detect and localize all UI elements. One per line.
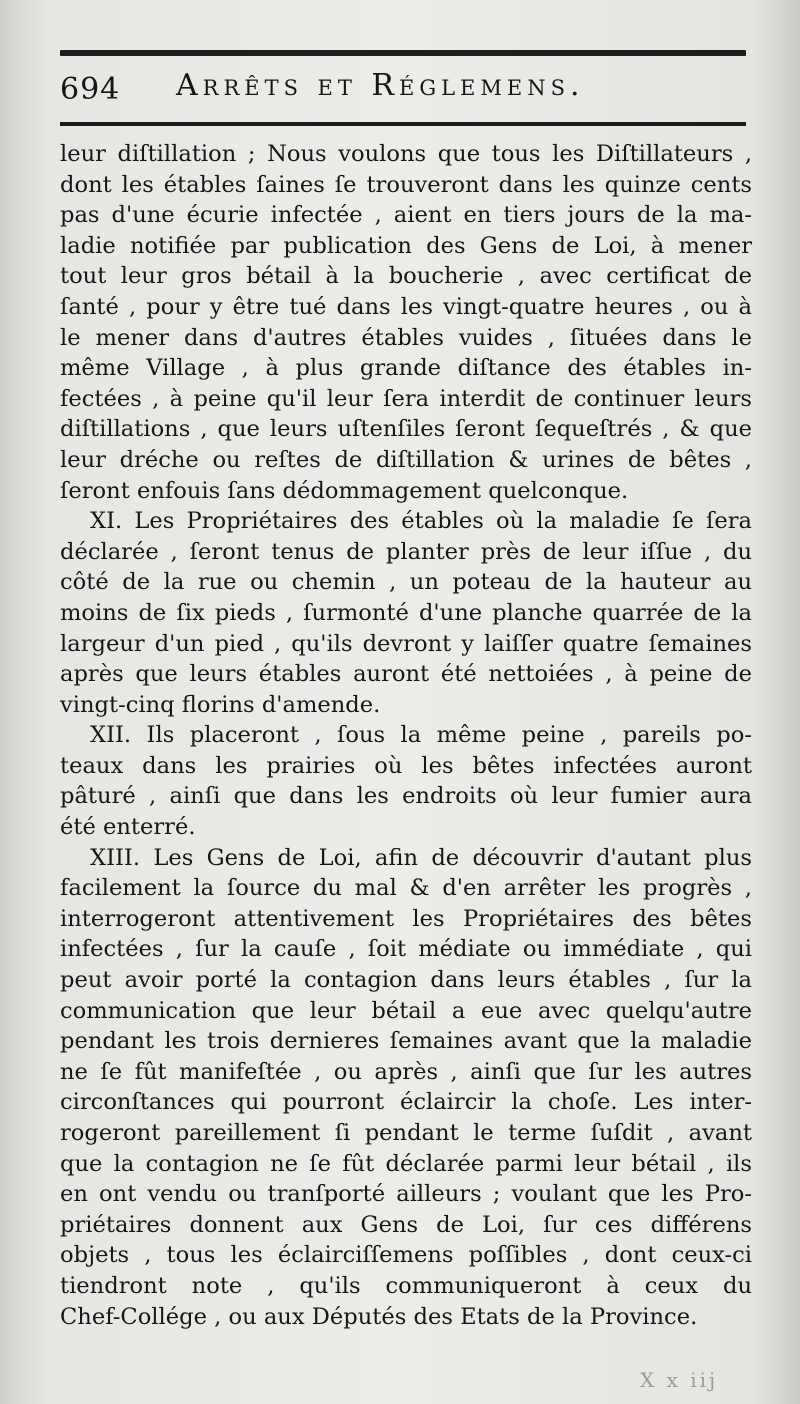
text-line: peut avoir porté la contagion dans leurs étables , ſur la: [60, 967, 752, 994]
text-line: XII. Ils placeront , ſous la même peine , pareils po-: [90, 722, 752, 749]
text-line: leur dréche ou reſtes de diſtillation & urines de bêtes ,: [60, 446, 752, 473]
text-line: XI. Les Propriétaires des étables où la maladie ſe ſera: [90, 508, 752, 535]
running-header: [60, 68, 746, 112]
header-bottom-rule: [60, 122, 746, 126]
text-line: infectées , ſur la cauſe , ſoit médiate ou immédiate , qui: [60, 936, 752, 963]
text-line: circonſtances qui pourront éclaircir la choſe. Les inter-: [60, 1089, 752, 1116]
text-line: objets , tous les éclairciſſemens poſſibles , dont ceux-ci: [60, 1242, 752, 1269]
text-line: pâturé , ainſi que dans les endroits où leur fumier aura: [60, 783, 752, 810]
text-line: diſtillations , que leurs uſtenſiles ſeront ſequeſtrés , & que: [60, 416, 752, 443]
text-line: pas d'une écurie infectée , aient en tiers jours de la ma-: [60, 202, 752, 229]
text-line: déclarée , ſeront tenus de planter près de leur iſſue , du: [60, 538, 752, 565]
text-line: le mener dans d'autres étables vuides , ſituées dans le: [60, 324, 752, 351]
text-line: communication que leur bétail a eue avec quelqu'autre: [60, 997, 752, 1024]
text-line: dont les étables ſaines ſe trouveront dans les quinze cents: [60, 171, 752, 198]
page-number: 694: [60, 72, 121, 107]
text-line: en ont vendu ou tranſporté ailleurs ; voulant que les Pro-: [60, 1181, 752, 1208]
body-text: [60, 139, 752, 1332]
text-line: côté de la rue ou chemin , un poteau de la hauteur au: [60, 569, 752, 596]
text-line: largeur d'un pied , qu'ils devront y laiſſer quatre ſemaines: [60, 630, 752, 657]
text-line: rogeront pareillement ſi pendant le terme ſuſdit , avant: [60, 1120, 752, 1146]
signature-mark: X x iij: [640, 1368, 719, 1392]
text-line: fectées , à peine qu'il leur ſera interdit de continuer leurs: [60, 385, 752, 412]
text-line: même Village , à plus grande diſtance des étables in-: [60, 355, 752, 382]
text-line: vingt-cinq florins d'amende.: [60, 691, 381, 718]
text-line: tout leur gros bétail à la boucherie , avec certificat de: [60, 263, 752, 290]
running-title: Arrêts et Réglemens.: [176, 68, 585, 103]
text-line: après que leurs étables auront été nettoiées , à peine de: [60, 661, 752, 688]
text-line: ladie notifiée par publication des Gens de Loi, à mener: [60, 232, 752, 259]
text-line: priétaires donnent aux Gens de Loi, ſur ces différens: [60, 1211, 752, 1238]
header-top-rule: [60, 50, 746, 56]
text-line: teaux dans les prairies où les bêtes infectées auront: [60, 752, 752, 779]
text-line: ſeront enfouis ſans dédommagement quelconque.: [60, 477, 629, 504]
text-line: Chef-Collége , ou aux Députés des Etats de la Province.: [60, 1303, 698, 1330]
text-line: tiendront note , qu'ils communiqueront à ceux du: [60, 1272, 752, 1299]
text-line: leur diſtillation ; Nous voulons que tous les Diſtillateurs ,: [60, 141, 752, 167]
text-line: ſanté , pour y être tué dans les vingt-quatre heures , ou à: [60, 293, 752, 320]
text-line: moins de ſix pieds , ſurmonté d'une planche quarrée de la: [60, 599, 752, 626]
text-line: ne ſe fût manifeſtée , ou après , ainſi que ſur les autres: [60, 1058, 752, 1085]
text-line: que la contagion ne ſe fût déclarée parmi leur bétail , ils: [60, 1150, 752, 1177]
text-line: facilement la ſource du mal & d'en arrêter les progrès ,: [60, 875, 752, 902]
text-line: été enterré.: [60, 814, 196, 841]
text-line: pendant les trois dernieres ſemaines avant que la maladie: [60, 1028, 752, 1055]
text-line: interrogeront attentivement les Propriétaires des bêtes: [60, 905, 752, 932]
text-line: XIII. Les Gens de Loi, afin de découvrir d'autant plus: [90, 844, 752, 871]
